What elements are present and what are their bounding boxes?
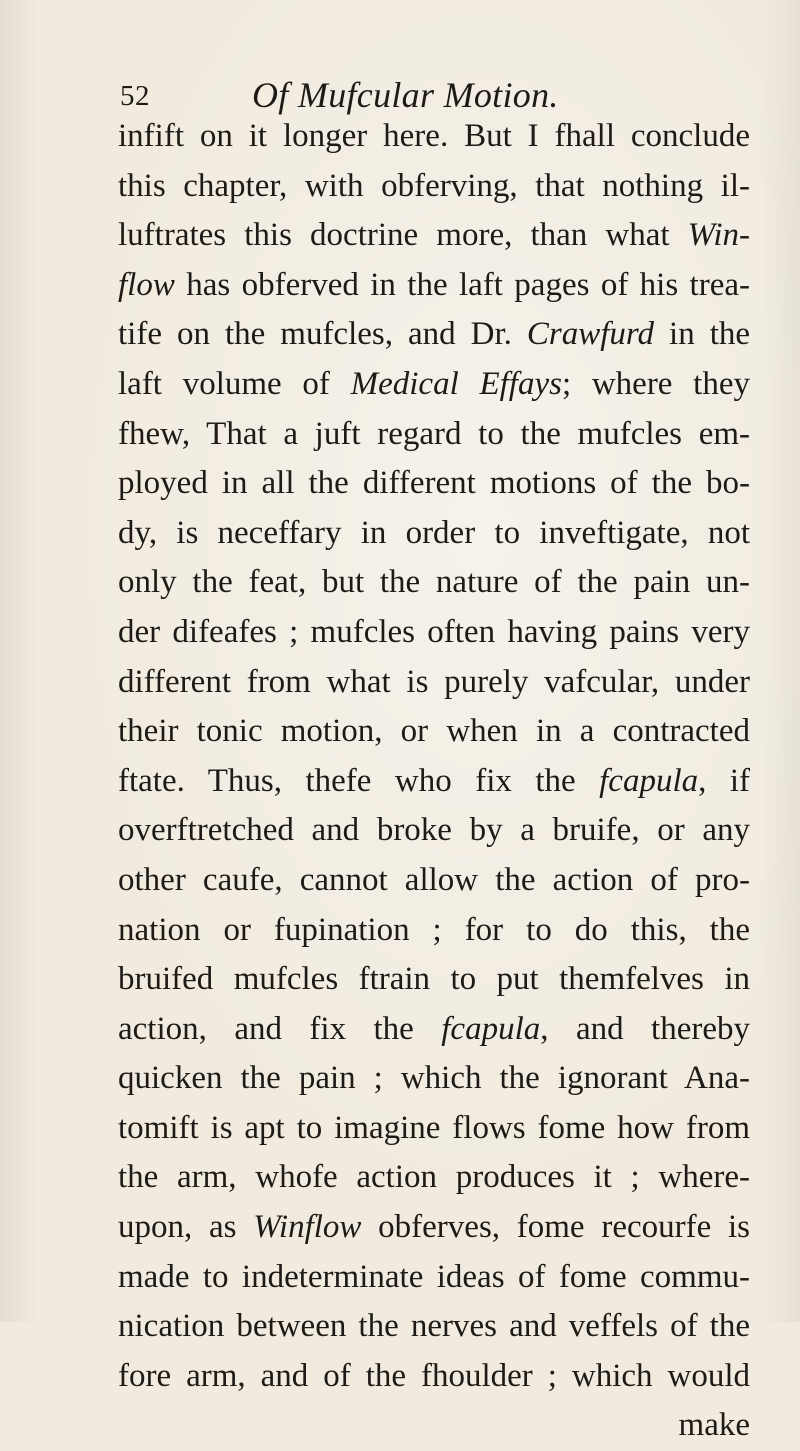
text-run: fore arm, and of the fhoulder ; which would: [118, 1357, 750, 1394]
text-run: der difeafes ; mufcles often having pains very: [118, 613, 750, 650]
text-line: [118, 112, 750, 162]
text-run: made to indeterminate ideas of fome commu-: [118, 1258, 750, 1295]
text-line: [118, 1054, 750, 1104]
text-run: laft volume of: [118, 365, 351, 402]
text-run: in the: [654, 316, 751, 353]
text-line: [118, 1352, 750, 1402]
text-line: [118, 955, 750, 1005]
text-line: [118, 410, 750, 460]
text-line: [118, 1203, 750, 1253]
page-header: [0, 62, 800, 115]
text-run: has obferved in the laft pages of his trea-: [174, 266, 750, 303]
text-run: their tonic motion, or when in a contracted: [118, 713, 750, 750]
text-line: [118, 162, 750, 212]
text-run: flow: [118, 266, 175, 303]
text-run: other caufe, cannot allow the action of pro-: [118, 861, 750, 898]
text-run: this chapter, with obferving, that nothing il-: [118, 167, 750, 204]
text-run: , if: [698, 762, 750, 799]
text-line: [118, 856, 750, 906]
text-run: quicken the pain ; which the ignorant Ana-: [118, 1060, 750, 1097]
text-line: [118, 1153, 750, 1203]
text-line: [118, 608, 750, 658]
text-run: action, and fix the: [118, 1010, 442, 1047]
running-title: Of Mufcular Motion.: [252, 75, 559, 115]
text-line: [118, 757, 750, 807]
text-run: Medical Effays: [350, 365, 562, 402]
text-run: Crawfurd: [526, 316, 655, 353]
text-run: , and thereby: [540, 1010, 750, 1047]
text-line: [118, 806, 750, 856]
text-run: fcapula: [599, 762, 699, 799]
text-line: [118, 1005, 750, 1055]
body-text: [118, 112, 750, 1451]
text-run: bruifed mufcles ftrain to put themfelves in: [118, 961, 750, 998]
text-run: tomift is apt to imagine flows fome how from: [118, 1109, 750, 1146]
text-line: [118, 1253, 750, 1303]
text-run: different from what is purely vafcular, under: [118, 663, 750, 700]
text-line: [118, 658, 750, 708]
text-run: infift on it longer here. But I fhall conclude: [118, 118, 750, 154]
text-run: fhew, That a juft regard to the mufcles em-: [118, 415, 750, 452]
text-run: luftrates this doctrine more, than what: [118, 217, 688, 254]
text-line: [118, 1104, 750, 1154]
text-run: ; where they: [561, 365, 750, 402]
text-run: ployed in all the different motions of the bo-: [118, 465, 750, 502]
text-line: [118, 558, 750, 608]
text-run: Win-: [687, 217, 750, 254]
text-line: [118, 509, 750, 559]
text-line: [118, 906, 750, 956]
text-run: tife on the mufcles, and Dr.: [118, 316, 527, 353]
text-line: [118, 459, 750, 509]
text-line: [118, 261, 750, 311]
text-line: [118, 707, 750, 757]
text-run: overftretched and broke by a bruife, or any: [118, 812, 750, 849]
text-run: obferves, fome recourfe is: [361, 1209, 750, 1246]
text-run: dy, is neceffary in order to inveftigate, not: [118, 514, 750, 551]
text-line: [118, 1302, 750, 1352]
text-line: [118, 360, 750, 410]
text-run: Winflow: [253, 1209, 362, 1246]
text-run: the arm, whofe action produces it ; where-: [118, 1159, 750, 1196]
text-run: only the feat, but the nature of the pain un-: [118, 564, 750, 601]
text-line: [118, 310, 750, 360]
text-run: ftate. Thus, thefe who fix the: [118, 762, 600, 799]
text-line: [118, 211, 750, 261]
catchword: make: [678, 1407, 750, 1444]
text-run: fcapula: [441, 1010, 541, 1047]
text-run: upon, as: [118, 1209, 254, 1246]
text-run: nation or fupination ; for to do this, the: [118, 911, 750, 948]
text-run: nication between the nerves and veffels of the: [118, 1308, 750, 1345]
page-number: 52: [120, 80, 150, 112]
